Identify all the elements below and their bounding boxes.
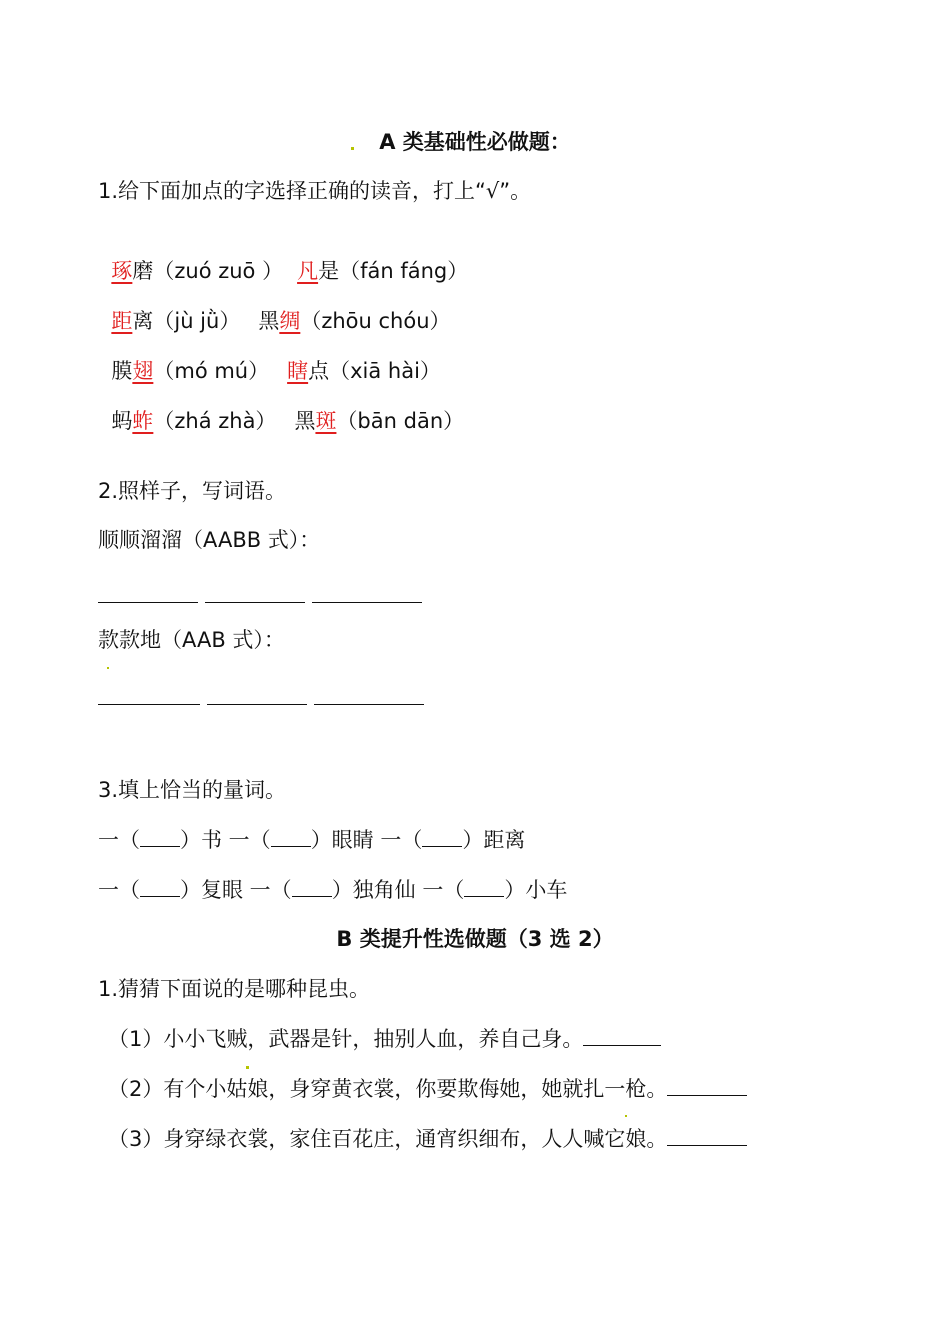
q2-prompt: 2.照样子，写词语。 xyxy=(98,479,287,503)
speck-mark xyxy=(246,1066,249,1069)
riddle-2: （2）有个小姑娘，身穿黄衣裳，你要欺侮她，她就扎一枪。 xyxy=(108,1074,747,1104)
measure-word-blank[interactable] xyxy=(271,846,311,847)
b1-prompt: 1.猜猜下面说的是哪种昆虫。 xyxy=(98,977,371,1001)
q1-item: 膜翅（mó mú） xyxy=(111,359,270,383)
answer-blank[interactable] xyxy=(205,583,305,603)
answer-blank[interactable] xyxy=(207,685,307,705)
marked-char: 琢 xyxy=(111,259,133,283)
measure-word-blank[interactable] xyxy=(422,846,462,847)
q2-example-aabb: 顺顺溜溜（AABB 式）： xyxy=(98,528,321,552)
marked-char: 翅 xyxy=(132,359,154,383)
q1-prompt: 1.给下面加点的字选择正确的读音，打上“√”。 xyxy=(98,179,532,203)
marked-char: 斑 xyxy=(315,409,337,433)
riddle-1: （1）小小飞贼，武器是针，抽别人血，养自己身。 xyxy=(108,1024,661,1054)
speck-mark xyxy=(351,147,354,150)
q1-item: 距离（jù jǜ） xyxy=(111,309,241,333)
q1-item: 黑斑（bān dān） xyxy=(294,409,465,433)
marked-char: 绸 xyxy=(279,309,301,333)
measure-word-blank[interactable] xyxy=(140,846,180,847)
q1-item: 瞎点（xiā hài） xyxy=(287,359,441,383)
answer-blank[interactable] xyxy=(314,685,424,705)
section-b-title: B 类提升性选做题（3 选 2） xyxy=(336,927,614,951)
q1-item: 黑绸（zhōu chóu） xyxy=(258,309,451,333)
riddle-answer-blank[interactable] xyxy=(667,1095,747,1096)
measure-word-blank[interactable] xyxy=(292,896,332,897)
answer-blank[interactable] xyxy=(312,583,422,603)
q2-example-aab: 款款地（AAB 式）： xyxy=(98,628,285,652)
speck-mark xyxy=(107,667,109,669)
section-a-title: A 类基础性必做题： xyxy=(379,130,571,154)
marked-char: 距 xyxy=(111,309,133,333)
q3-prompt: 3.填上恰当的量词。 xyxy=(98,778,287,802)
q1-row-4 xyxy=(98,376,464,436)
q1-item: 琢磨（zuó zuō ） xyxy=(111,259,284,283)
answer-blank[interactable] xyxy=(98,583,198,603)
speck-mark xyxy=(625,1115,627,1117)
marked-char: 瞎 xyxy=(287,359,309,383)
riddle-answer-blank[interactable] xyxy=(667,1145,747,1146)
q3-line-2: 一（ ）复眼 一（ ）独角仙 一（ ）小车 xyxy=(98,878,568,902)
q1-item: 凡是（fán fáng） xyxy=(297,259,469,283)
measure-word-blank[interactable] xyxy=(140,896,180,897)
measure-word-blank[interactable] xyxy=(464,896,504,897)
riddle-answer-blank[interactable] xyxy=(583,1045,661,1046)
answer-blank[interactable] xyxy=(98,685,200,705)
marked-char: 蚱 xyxy=(132,409,154,433)
riddle-3: （3）身穿绿衣裳，家住百花庄，通宵织细布，人人喊它娘。 xyxy=(108,1124,747,1154)
q3-line-1: 一（ ）书 一（ ）眼睛 一（ ）距离 xyxy=(98,828,526,852)
q1-item: 蚂蚱（zhá zhà） xyxy=(111,409,277,433)
marked-char: 凡 xyxy=(297,259,319,283)
